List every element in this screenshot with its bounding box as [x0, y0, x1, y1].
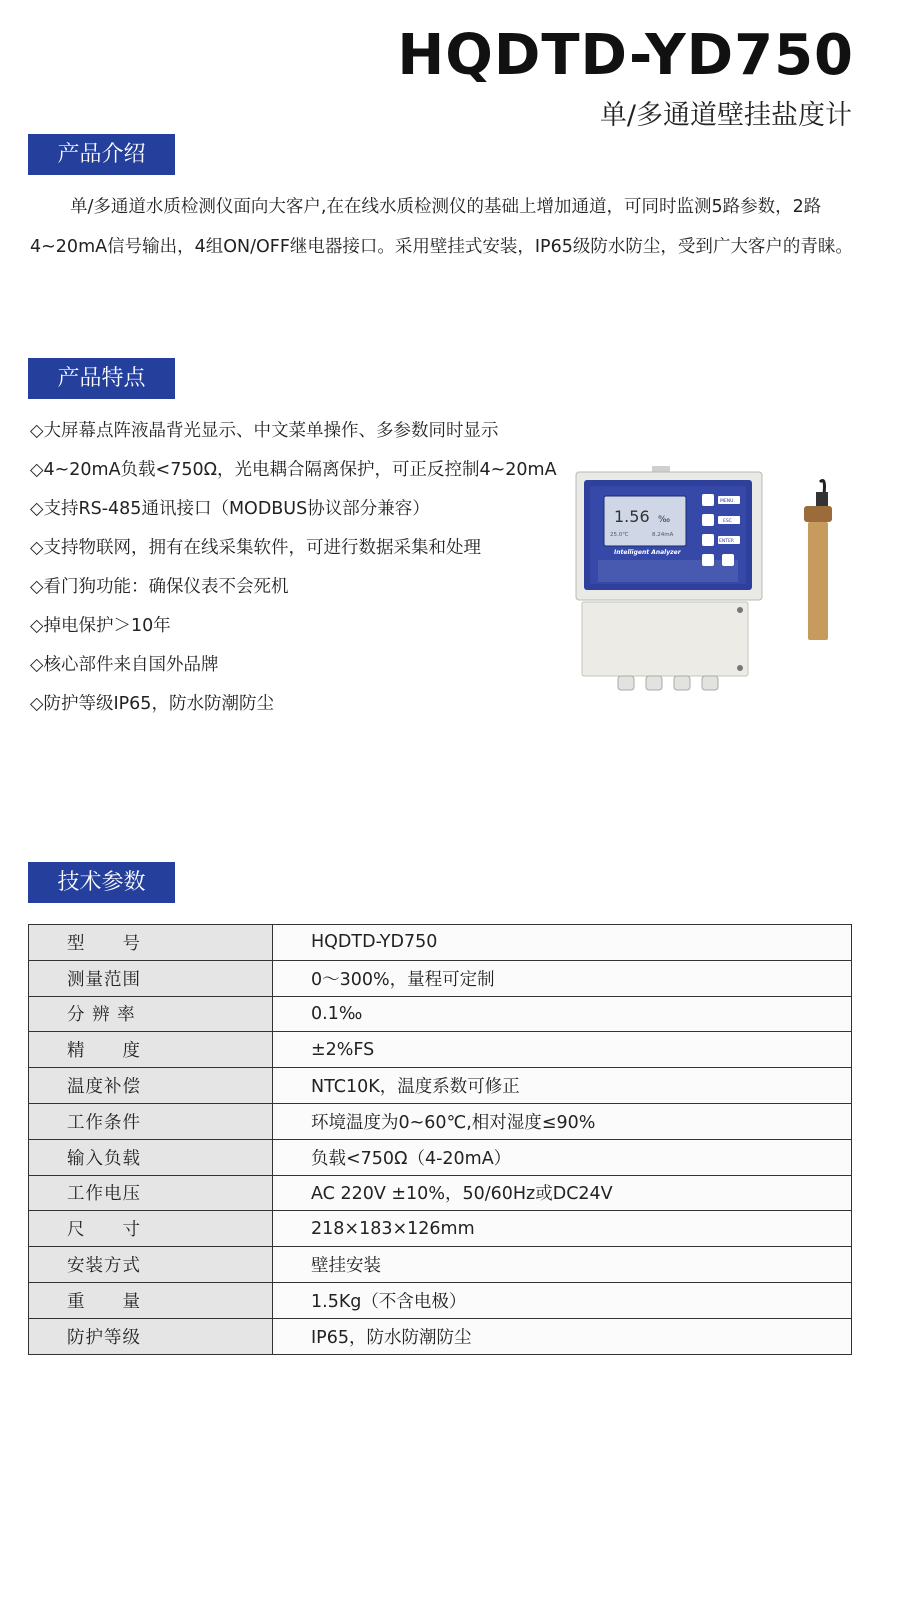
device-key-down: [722, 554, 734, 566]
spec-value: 负载<750Ω（4-20mA）: [273, 1139, 852, 1175]
table-row: [29, 1139, 852, 1175]
spec-value: 环境温度为0~60℃,相对湿度≤90%: [273, 1103, 852, 1139]
feature-item: ◇大屏幕点阵液晶背光显示、中文菜单操作、多参数同时显示: [30, 421, 499, 441]
feature-item: ◇支持RS-485通讯接口（MODBUS协议部分兼容）: [30, 499, 430, 519]
key-label-enter: ENTER: [719, 539, 734, 544]
spec-label: 工作条件: [29, 1103, 273, 1139]
cable-gland: [618, 676, 634, 690]
table-row: [29, 960, 852, 996]
feature-item: ◇核心部件来自国外品牌: [30, 655, 219, 675]
spec-value: 壁挂安装: [273, 1247, 852, 1283]
electrode-cable: [820, 481, 825, 495]
key-label-esc: ESC: [723, 519, 732, 524]
section-header-features: 产品特点: [28, 358, 175, 399]
lcd-temp: 25.0℃: [610, 532, 629, 538]
feature-item: ◇看门狗功能：确保仪表不会死机: [30, 577, 289, 597]
spec-label: 温度补偿: [29, 1068, 273, 1104]
cable-gland: [702, 676, 718, 690]
feature-item: ◇防护等级IP65，防水防潮防尘: [30, 694, 274, 714]
intro-paragraph: 单/多通道水质检测仪面向大客户,在在线水质检测仪的基础上增加通道，可同时监测5路参数，2路4~20mA信号输出，4组ON/OFF继电器接口。采用壁挂式安装，IP65级防水防尘，受到广大客户的青睐。: [30, 197, 853, 257]
lcd-reading: 1.56: [614, 507, 650, 526]
panel-texture: [598, 560, 738, 582]
electrode-head: [804, 506, 832, 522]
spec-label: 测量范围: [29, 960, 273, 996]
table-row: [29, 1211, 852, 1247]
spec-table: [28, 924, 852, 1355]
features-list: [30, 412, 560, 724]
spec-label: 分 辨 率: [29, 996, 273, 1032]
section-header-specs: 技术参数: [28, 862, 175, 903]
feature-item: ◇支持物联网，拥有在线采集软件，可进行数据采集和处理: [30, 538, 481, 558]
feature-item: ◇4~20mA负载<750Ω，光电耦合隔离保护，可正反控制4~20mA: [30, 460, 557, 480]
electrode-cap: [816, 492, 828, 506]
cable-gland: [646, 676, 662, 690]
table-row: [29, 1068, 852, 1104]
device-bottom-housing: [582, 602, 748, 676]
table-row: [29, 1247, 852, 1283]
screw-icon: [737, 665, 743, 671]
spec-label: 精 度: [29, 1032, 273, 1068]
spec-value: 218×183×126mm: [273, 1211, 852, 1247]
key-label-menu: MENU: [720, 499, 734, 504]
section-header-intro: 产品介绍: [28, 134, 175, 175]
screw-icon: [737, 607, 743, 613]
table-row: [29, 1282, 852, 1318]
feature-item: ◇掉电保护＞10年: [30, 616, 171, 636]
device-key-1: [702, 494, 714, 506]
spec-value: 0.1‰: [273, 996, 852, 1032]
spec-value: AC 220V ±10%，50/60Hz或DC24V: [273, 1175, 852, 1211]
spec-label: 安装方式: [29, 1247, 273, 1283]
spec-value: IP65，防水防潮防尘: [273, 1318, 852, 1354]
spec-label: 工作电压: [29, 1175, 273, 1211]
table-row: [29, 1032, 852, 1068]
device-key-3: [702, 534, 714, 546]
cable-gland: [674, 676, 690, 690]
spec-label: 防护等级: [29, 1318, 273, 1354]
device-key-2: [702, 514, 714, 526]
spec-label: 重 量: [29, 1282, 273, 1318]
spec-value: HQDTD-YD750: [273, 925, 852, 961]
device-key-up: [702, 554, 714, 566]
lcd-current: 8.24mA: [652, 532, 674, 538]
table-row: [29, 1175, 852, 1211]
spec-value: 0～300%，量程可定制: [273, 960, 852, 996]
page-subtitle: 单/多通道壁挂盐度计: [599, 100, 852, 131]
table-row: [29, 925, 852, 961]
product-photo: [568, 460, 848, 730]
spec-value: ±2%FS: [273, 1032, 852, 1068]
table-row: [29, 1103, 852, 1139]
spec-value: 1.5Kg（不含电极）: [273, 1282, 852, 1318]
page-title: HQDTD-YD750: [397, 23, 854, 88]
spec-label: 型 号: [29, 925, 273, 961]
spec-label: 尺 寸: [29, 1211, 273, 1247]
device-label: Intelligent Analyzer: [614, 549, 681, 556]
lcd-unit: ‰: [658, 515, 671, 525]
electrode-body: [808, 522, 828, 640]
table-row: [29, 996, 852, 1032]
spec-value: NTC10K，温度系数可修正: [273, 1068, 852, 1104]
table-row: [29, 1318, 852, 1354]
spec-label: 输入负载: [29, 1139, 273, 1175]
